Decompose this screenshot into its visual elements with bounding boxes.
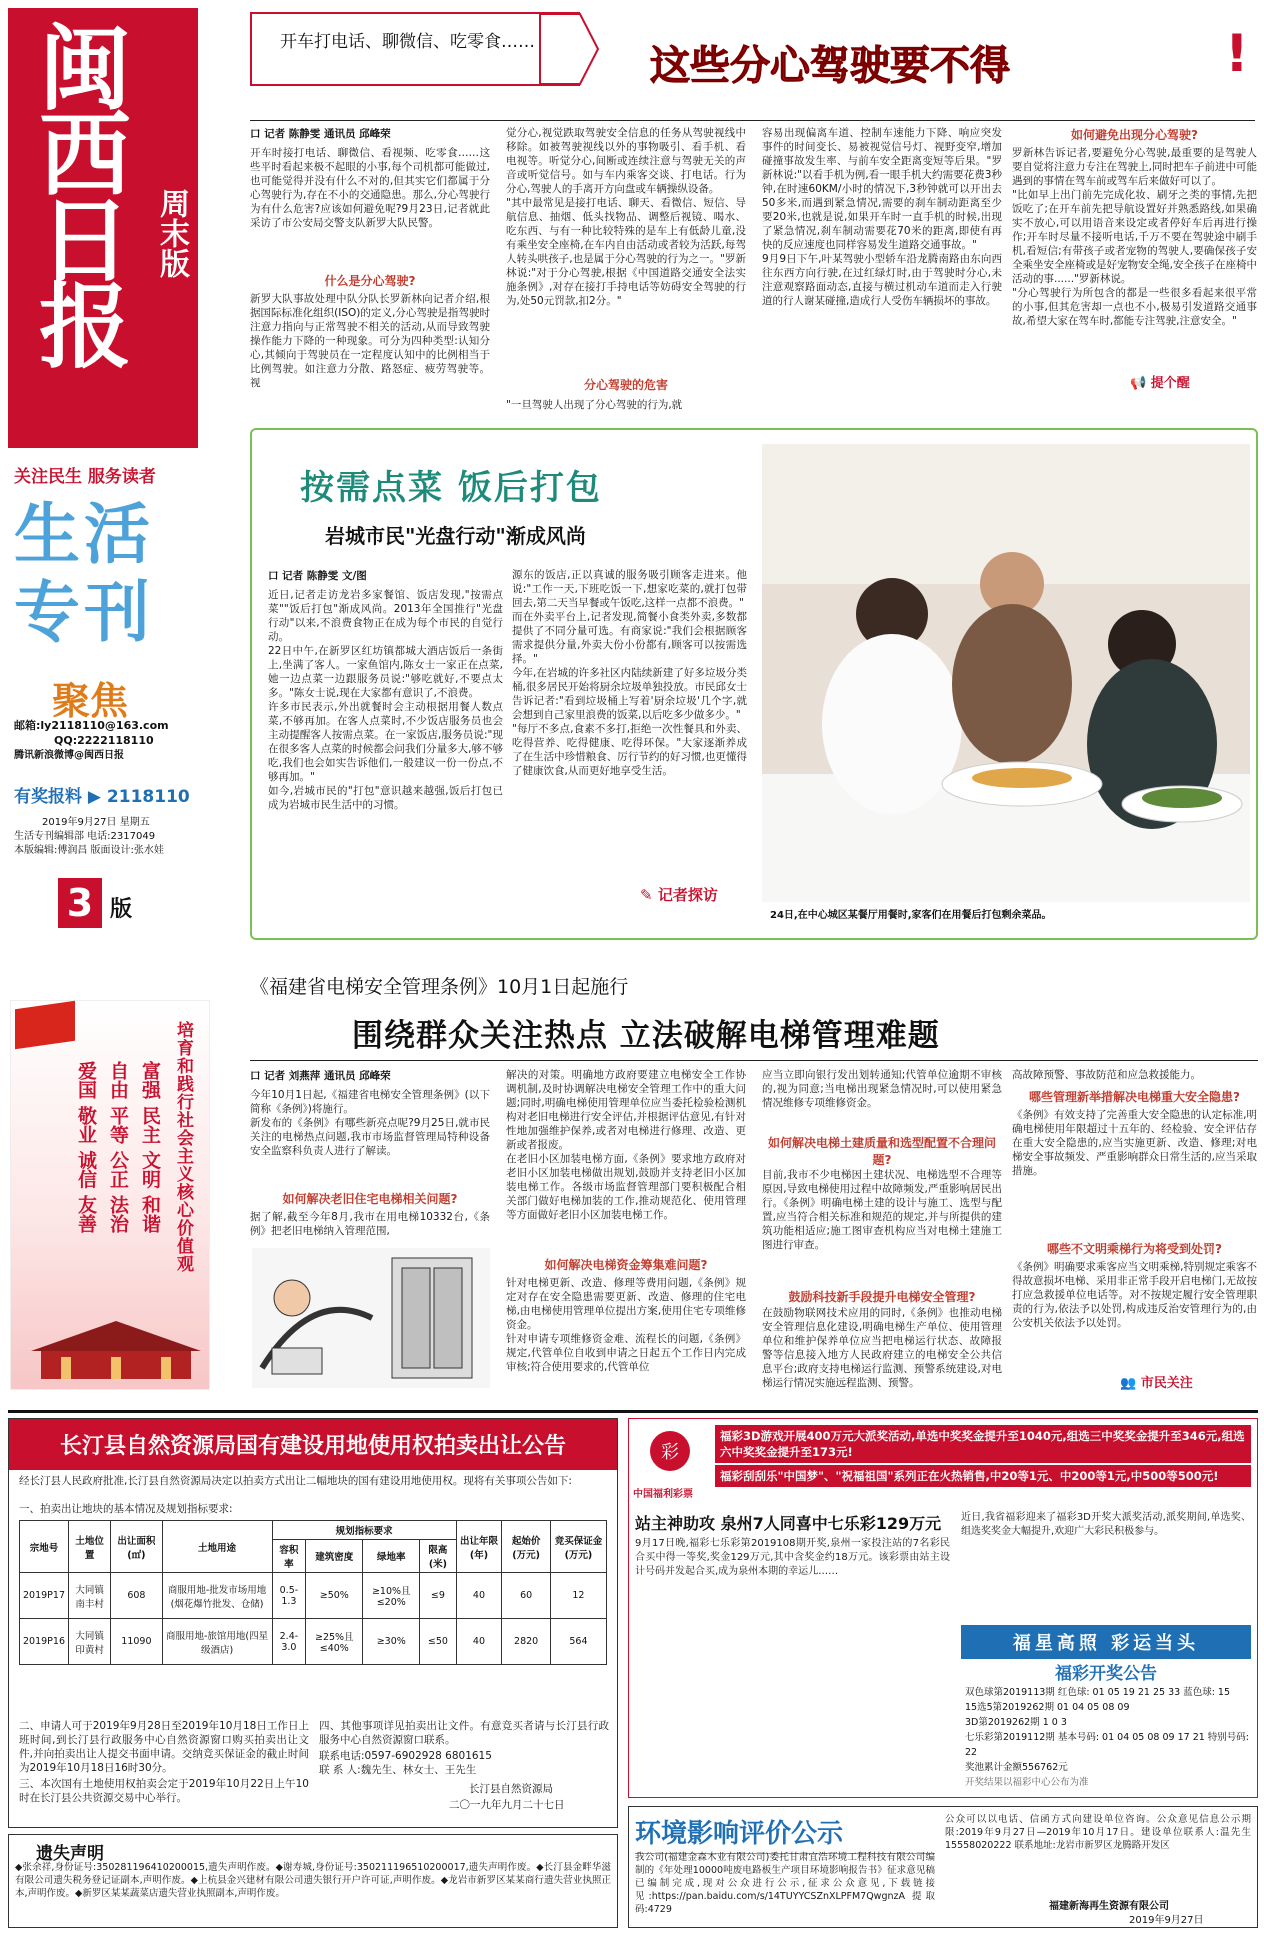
cell: 2019P16 — [20, 1619, 69, 1665]
article1-subhead2: 分心驾驶的危害 — [583, 378, 668, 392]
cell: 12 — [550, 1573, 606, 1619]
th-green: 绿地率 — [363, 1540, 420, 1573]
reporter-label: 记者探访 — [657, 886, 718, 904]
land-ad-date: 二〇一九年九月二十七日 — [449, 1799, 565, 1811]
article3-col4: 高故障预警、事故防范和应急救援能力。 — [1012, 1069, 1201, 1081]
article3-subhead6: 哪些不文明乘梯行为将受到处罚? — [1047, 1242, 1222, 1256]
cell: ≤9 — [420, 1573, 456, 1619]
notice-row: 奖池累计金额556762元 — [965, 1762, 1068, 1773]
th-parcel: 宗地号 — [20, 1521, 69, 1573]
issue-date: 2019年9月27日 星期五 — [42, 817, 150, 828]
section-title: 生活专刊 — [14, 496, 154, 651]
lottery-promo2: 福彩刮刮乐"中国梦"、"祝福祖国"系列正在火热销售,中20等1元、中200等1元,中500等500元! — [715, 1465, 1251, 1487]
article1-col1: 开车时接打电话、聊微信、看视频、吃零食……这些平时看起来极不起眼的小事,每个司机都可能做过,也可能觉得并没有什么不对的,但其实它们都属于分心驾驶行为,存在不小的交通隐患。那么,分心驾驶行为有什么危害?应该如何避免呢?9月23日,记者就此采访了市公安局交警支队新罗大队民警。 — [250, 147, 490, 229]
th-far: 容积率 — [272, 1540, 306, 1573]
article1-subhead3: 如何避免出现分心驾驶? — [1071, 128, 1198, 142]
article2-subheadline: 岩城市民"光盘行动"渐成风尚 — [325, 524, 586, 548]
th-location: 土地位置 — [69, 1521, 111, 1573]
cell: 60 — [502, 1573, 551, 1619]
pen-icon: ✎ — [640, 886, 653, 904]
lottery-notice — [965, 1685, 1249, 1790]
svg-text:彩: 彩 — [661, 1442, 679, 1463]
article1-headline: 这些分心驾驶要不得 — [650, 43, 1010, 89]
article3-subhead1: 如何解决老旧住宅电梯相关问题? — [282, 1192, 458, 1206]
cell: 大同镇印黄村 — [69, 1619, 111, 1665]
cell: 2019P17 — [20, 1573, 69, 1619]
article3-col1: 今年10月1日起,《福建省电梯安全管理条例》(以下简称《条例》)将施行。 新发布的《条例》有哪些新亮点呢?9月25日,就市民关注的电梯热点问题,我市市场监督管理局特种设备安全监察科负责人进行了解读。 — [250, 1089, 490, 1157]
page-number-box — [58, 878, 102, 928]
hotline-number: 2118110 — [106, 787, 190, 807]
cell: 商服用地-批发市场用地(烟花爆竹批发、仓储) — [162, 1573, 272, 1619]
article3-col3: 应当立即向银行发出划转通知;代管单位逾期不审核的,视为同意;当电梯出现紧急情况时,可以使用紧急情况维修专项维修资金。 — [762, 1069, 1002, 1109]
th-height: 限高(米) — [420, 1540, 456, 1573]
land-table — [19, 1520, 607, 1665]
article3-byline: 口 记者 刘燕萍 通讯员 邱峰荣 — [250, 1070, 391, 1082]
subsection-title: 聚焦 — [52, 679, 129, 723]
th-start-price: 起始价(万元) — [502, 1521, 551, 1573]
photo-caption: 24日,在中心城区某餐厅用餐时,家客们在用餐后打包剩余菜品。 — [770, 910, 1052, 921]
editors: 本版编辑:傅润昌 版面设计:张水娃 — [14, 845, 164, 856]
article3-col2: 解决的对策。明确地方政府要建立电梯安全工作协调机制,及时协调解决电梯安全管理工作中的重大问题;同时,明确电梯使用管理单位应当委托检验检测机构对老旧电梯进行安全评估,并根据评估意见,有针对性地加强维护保养,或者对电梯进行修理、改造、更新或者报废。 在老旧小区加装电梯方面,《条例》要求地方政府对老旧小区加装电梯做出规划,鼓励并支持老旧小区加装电梯工作。各级市场监督管理部门要积极配合相关部门做好电梯加装的工作,推动规范化、使用管理等方面做好老旧小区加装电梯工作。 — [506, 1069, 746, 1221]
article1-byline: 口 记者 陈静雯 通讯员 邱峰荣 — [250, 128, 391, 140]
article3-col3c: 在鼓励物联网技术应用的同时,《条例》也推动电梯安全管理信息化建设,明确电梯生产单位、使用管理单位和维护保养单位应当把电梯运行状态、故障报警等信息接入地方人民政府建立的电梯安全公共信息平台;政府支持电梯运行监测、预警系统建设,对电梯运行情况实施远程监测、预警。 — [762, 1307, 1002, 1389]
cell: ≥25%且≤40% — [306, 1619, 363, 1665]
cell: ≥30% — [363, 1619, 420, 1665]
email: 邮箱:ly2118110@163.com — [14, 719, 169, 732]
values-col2: 自由 平等 公正 法治 — [107, 1061, 129, 1233]
land-ad-section1: 一、拍卖出让地块的基本情况及规划指标要求: — [19, 1503, 233, 1515]
land-ad — [8, 1418, 618, 1828]
lost-ad-items: ◆张余祥,身份证号:350281196410200015,遗失声明作废。◆谢寿城,身份证号:350211196510200017,遗失声明作废。◆长汀县金畔华滋有限公司遗失税务登记证副本,声明作废。◆上杭县金兴建材有限公司遗失银行开户许可证,声明作废。◆龙岩市新罗区某某商行遗失营业执照正本,声明作废。◆新罗区某某蔬菜店遗失营业执照副本,声明作废。 — [15, 1862, 611, 1899]
cell: 商服用地-旅馆用地(四星级酒店) — [162, 1619, 272, 1665]
table-row — [20, 1619, 607, 1665]
article1-col3: 容易出现偏离车道、控制车速能力下降、响应突发事件的时间变长、易被视觉信号灯、视野变窄,增加碰撞事故发生率、与前车安全距离变短等后果。"罗新林说:"以看手机为例,看一眼手机大约需要花费3秒钟,在时速60KM/小时的情况下,3秒钟就可以开出去50多米,而遇到紧急情况,需要的刹车制动距离至少要20米,也就是说,如果开车时一直手机的时候,出现了紧急情况,刹车制动需要花70米的距离,即使有再快的反应速度也同样容易发生道路交通事故。" 9月9日下午,叶某驾驶小型轿车沿龙腾南路由东向西往东西方向行驶,在过红绿灯时,由于驾驶时分心,未注意观察路面动态,直接与横过机动车道而走入行驶道的行人谢某碰撞,造成行人受伤车辆损坏的事故。 — [762, 127, 1002, 307]
contact-block — [14, 718, 204, 763]
edition-label: 周末版 — [154, 188, 189, 278]
env-ad-company: 福建新海再生资源有限公司 — [1049, 1901, 1169, 1912]
table-row — [20, 1573, 607, 1619]
article3-subhead4: 鼓励科技新手段提升电梯安全管理? — [788, 1290, 976, 1304]
exclaim-icon: ! — [1225, 24, 1249, 84]
article2-photo — [762, 444, 1250, 902]
th-use: 土地用途 — [162, 1521, 272, 1573]
values-col1: 富强 民主 文明 和谐 — [139, 1061, 161, 1233]
article1-col4: 罗新林告诉记者,要避免分心驾驶,最重要的是驾驶人要自觉将注意力专注在驾驶上,同时把车子前进中可能遇到的事情在驾车前或驾车后来做好可以了。 "比如早上出门前先完成化妆、刷牙之类的事情,先把饭吃了;在开车前先把导航设置好并熟悉路线,如果确实不放心,可以用语音来设定或者停好车后再进行操作;开车时尽量不接听电话,千万不要在驾驶途中刷手机,看短信;有带孩子或者宠物的驾驶人,要确保孩子安全乘坐安全座椅或是好宠物安全绳,安全孩子在座椅中活动的事......"罗新林说。 "分心驾驶行为所包含的都是一些很多看起来很平常的小事,但其危害却一点也不小,极易引发道路交通事故,希望大家在驾车时,都能专注驾驶,注意安全。" — [1012, 147, 1257, 327]
qq: QQ:2222118110 — [54, 734, 154, 747]
article3-col4b: 《条例》有效支持了完善重大安全隐患的认定标准,明确电梯使用年限超过十五年的、经检验、安全评估存在重大安全隐患的,应当实施更新、改造、修理;对电梯安全事故频发、严重影响群众日常生活的,应当采取措施。 — [1012, 1109, 1257, 1177]
env-ad-right: 公众可以以电话、信函方式向建设单位咨询。公众意见信息公示期限:2019年9月27日—2019年10月17日。建设单位联系人:温先生 15558020222 联系地址:龙岩市新罗区龙腾路开发区 — [945, 1814, 1255, 1851]
lost-ad — [8, 1834, 618, 1928]
land-ad-intro: 经长汀县人民政府批准,长汀县自然资源局决定以拍卖方式出让二幅地块的国有建设用地使用权。现将有关事项公告如下: — [19, 1475, 572, 1487]
tip-label: 提个醒 — [1150, 376, 1190, 391]
land-ad-issuer: 长汀县自然资源局 — [469, 1783, 553, 1795]
article1-subhead1: 什么是分心驾驶? — [324, 274, 416, 288]
lost-ad-title: 遗失声明 — [36, 1844, 104, 1864]
page-number: 3 — [66, 881, 94, 925]
article3-headline: 围绕群众关注热点 立法破解电梯管理难题 — [352, 1018, 940, 1054]
lottery-ad — [628, 1418, 1258, 1798]
th-term: 出让年限(年) — [456, 1521, 502, 1573]
cell: 40 — [456, 1573, 502, 1619]
kicker-arrow-icon — [540, 6, 600, 96]
article1-col2: 觉分心,视觉跌取驾驶安全信息的任务从驾驶视线中移除。如被驾驶视线以外的事物吸引、看手机、看电视等。听觉分心,间断或连续注意与驾驶无关的声音或听觉信号。如与车内乘客交谈、打电话。行为分心,驾驶人的手离开方向盘或车辆操纵设备。 "其中最常见是接打电话、聊天、看微信、短信、导航信息、抽烟、低头找物品、调整后视镜、喝水、吃东西、与有一种比较特殊的是车上有低龄儿童,没有乘坐安全座椅,在车内自由活动或者较为活跃,每驾人转头哄孩子,也是属于分心驾驶的行为之一。"罗新林说:"对于分心驾驶,根据《中国道路交通安全法实施条例》,对存在接打手持电话等妨碍安全驾驶的行为,处50元罚款,扣2分。" — [506, 127, 746, 307]
cell: 0.5-1.3 — [272, 1573, 306, 1619]
article3-col1b: 据了解,截至今年8月,我市在用电梯10332台,《条例》把老旧电梯纳入管理范围, — [250, 1211, 490, 1237]
lottery-headline: 站主神助攻 泉州7人同喜中七乐彩129万元 — [635, 1514, 942, 1533]
slogan: 关注民生 服务读者 — [14, 467, 156, 487]
th-density: 建筑密度 — [306, 1540, 363, 1573]
article3-col4c: 《条例》明确要求乘客应当文明乘梯,特别规定乘客不得故意损坏电梯、采用非正常手段开启电梯门,无故按打应急救援单位电话等。对不按规定履行安全管理职责的行为,依法予以处罚,构成违反治安管理行为的,由公安机关依法予以处罚。 — [1012, 1261, 1257, 1329]
env-ad-body: 我公司(福建金森木业有限公司)委托甘肃宜浩环境工程科技有限公司编制的《年处理10000吨废电路板生产项目环境影响报告书》征求意见稿已编制完成,现对公众进行公示,征求公众意见,下载链接见:https://pan.baidu.com/s/14TUYYCSZnXLPFM7QwgnzA 提取码:4729 — [635, 1852, 935, 1915]
th-deposit: 竞买保证金(万元) — [550, 1521, 606, 1573]
weibo: 腾讯新浪微博@闽西日报 — [14, 750, 124, 761]
cell: 2820 — [502, 1619, 551, 1665]
article3-subhead3: 如何解决电梯土建质量和选型配置不合理问题? — [767, 1136, 996, 1167]
article2-byline: 口 记者 陈静雯 文/图 — [268, 570, 367, 582]
ad-section-rule — [8, 1410, 1258, 1413]
cell: 11090 — [111, 1619, 162, 1665]
lottery-banner: 福星高照 彩运当头 — [961, 1625, 1251, 1659]
article1-kicker: 开车打电话、聊微信、吃零食…… — [280, 32, 535, 52]
cell: 大同镇南丰村 — [69, 1573, 111, 1619]
page-suffix: 版 — [110, 897, 133, 922]
article2-headline: 按需点菜 饭后打包 — [300, 468, 602, 508]
paper-name: 闽西日报 — [24, 20, 132, 364]
cell: 564 — [550, 1619, 606, 1665]
desk-phone: 生活专刊编辑部 电话:2317049 — [14, 831, 156, 842]
article2-col2: 源东的饭店,正以真诚的服务吸引顾客走进来。他说:"工作一天,下班吃饭一下,想家吃菜的,就打包带回去,第二天当早餐或午饭吃,这样一点都不浪费。" 而在外卖平台上,记者发现,简餐小食类外卖,多数都提供了不同分量可选。有商家说:"我们会根据顾客需求提供分量,外卖大份小份都有,顾客可以按需选择。" 今年,在岩城的许多社区内陆续新建了好多垃圾分类桶,很多居民开始将厨余垃圾单独投放。市民邱女士告诉记者:"看到垃圾桶上写着'厨余垃圾'几个字,就会想到自己家里浪费的饭菜,以后吃多少做多少。" "每厅不多点,食素不多打,拒绝一次性餐具和外卖、吃得营养、吃得健康、吃得环保。"大家逐渐养成了在生活中珍惜粮食、厉行节约的好习惯,也更懂得了健康饮食,从而更好地享受生活。 — [512, 569, 747, 777]
cell: ≤50 — [420, 1619, 456, 1665]
land-ad-section4: 四、其他事项详见拍卖出让文件。有意竞买者请与长汀县行政服务中心自然资源窗口联系。 — [319, 1720, 609, 1746]
flag-decoration — [15, 1001, 75, 1049]
cell: ≥10%且≤20% — [363, 1573, 420, 1619]
civic-label: 市民关注 — [1140, 1376, 1193, 1391]
lottery-notice-title: 福彩开奖公告 — [1055, 1664, 1157, 1684]
lottery-brand: 中国福利彩票 — [633, 1489, 693, 1500]
env-ad — [628, 1806, 1258, 1928]
lottery-logo-icon — [635, 1427, 705, 1487]
values-title: 培育和践行社会主义核心价值观 — [173, 1021, 193, 1273]
cell: 2.4-3.0 — [272, 1619, 306, 1665]
th-plan-group: 规划指标要求 — [272, 1521, 456, 1540]
land-ad-title: 长汀县自然资源局国有建设用地使用权拍卖出让公告 — [9, 1419, 617, 1470]
values-col3: 爱国 敬业 诚信 友善 — [75, 1061, 97, 1233]
civic-badge — [1120, 1372, 1193, 1391]
issue-info — [14, 816, 214, 858]
cell: 40 — [456, 1619, 502, 1665]
env-ad-title: 环境影响评价公示 — [635, 1813, 935, 1854]
lottery-promo1: 福彩3D游戏开展400万元大派奖活动,单选中奖奖金提升至1040元,组选三中奖奖金提升至346元,组选六中奖奖金提升至173元! — [715, 1425, 1251, 1463]
th-area: 出让面积(㎡) — [111, 1521, 162, 1573]
lottery-side: 近日,我省福彩迎来了福彩3D开奖大派奖活动,派奖期间,单选奖、组选奖奖金大幅提升,欢迎广大彩民积极参与。 — [961, 1512, 1251, 1537]
article2-col1: 近日,记者走访龙岩多家餐馆、饭店发现,"按需点菜""饭后打包"渐成风尚。2013年全国推行"光盘行动"以来,不浪费食物正在成为每个市民的自觉行动。 22日中午,在新罗区红坊镇都城大酒店饭后一条街上,坐满了客人。一家鱼馆内,陈女士一家正在点菜,她一边点菜一边跟服务员说:"够吃就好,不要点太多。"陈女士说,现在大家都有意识了,不浪费。 许多市民表示,外出就餐时会主动根据用餐人数点菜,不够再加。在客人点菜时,不少饭店服务员也会主动提醒客人按需点菜。在一家饭店,服务员说:"现在很多客人点菜的时候都会问我们分量多大,够不够吃,我们也会如实告诉他们,一般建议一份一份点,不够再加。" 如今,岩城市民的"打包"意识越来越强,饭后打包已成为岩城市民生活中的习惯。 — [268, 589, 503, 811]
land-ad-phone: 联系电话:0597-6902928 6801615 — [319, 1750, 492, 1762]
notice-row: 七乐彩第2019112期 基本号码: 01 04 05 08 09 17 21 特别号码: 22 — [965, 1732, 1250, 1758]
temple-illustration — [31, 1301, 201, 1381]
env-ad-date: 2019年9月27日 — [1129, 1915, 1204, 1926]
article1-rule — [250, 120, 1255, 121]
masthead-logo-block — [8, 8, 198, 448]
land-ad-contact: 联 系 人:魏先生、林女士、王先生 — [319, 1764, 477, 1776]
article3-col2b: 针对电梯更新、改造、修理等费用问题,《条例》规定对存在安全隐患需要更新、改造、修理的住宅电梯,由电梯使用管理单位提出方案,使用住宅专项维修资金。 针对申请专项维修资金难、流程长的问题,《条例》规定,代管单位自收到申请之日起五个工作日内完成审核;符合使用要求的,代管单位 — [506, 1277, 746, 1373]
notice-row: 3D第2019262期 1 0 3 — [965, 1717, 1067, 1728]
article3-col3b: 目前,我市不少电梯因土建状况、电梯选型不合理等原因,导致电梯使用过程中故障频发,严重影响居民出行。《条例》明确电梯土建的设计与施工、选型与配置,应当符合相关标准和规范的规定,并与所提供的建筑功能相适应;施工图审查机构应当对电梯土建施工图进行审查。 — [762, 1169, 1002, 1251]
lottery-body: 9月17日晚,福彩七乐彩第2019108期开奖,泉州一家投注站的7名彩民合买中得一等奖,奖金129万元,其中含奖金约18万元。该彩票由站主设计号码并发起合买,成为泉州本期的幸运儿…… — [635, 1538, 950, 1577]
notice-row: 15选5第2019262期 01 04 05 08 09 — [965, 1702, 1130, 1713]
hotline — [14, 782, 190, 807]
article3-rule — [250, 1060, 1258, 1061]
article3-subhead5: 哪些管理新举措解决电梯重大安全隐患? — [1029, 1090, 1240, 1104]
people-icon: 👥 — [1120, 1376, 1137, 1391]
core-values-banner — [10, 1000, 210, 1390]
article3-subhead2: 如何解决电梯资金筹集难问题? — [544, 1258, 708, 1272]
reporter-badge — [640, 884, 718, 905]
cell: 608 — [111, 1573, 162, 1619]
article3-kicker: 《福建省电梯安全管理条例》10月1日起施行 — [250, 976, 629, 998]
land-ad-section2: 二、申请人可于2019年9月28日至2019年10月18日工作日上班时间,到长汀县行政服务中心自然资源窗口购买拍卖出让文件,并向拍卖出让人提交书面申请。交纳竞买保证金的截止时间为2019年10月18日16时30分。 — [19, 1720, 309, 1774]
cell: ≥50% — [306, 1573, 363, 1619]
elevator-illustration — [252, 1248, 490, 1388]
hotline-arrow-icon: ▶ — [87, 787, 101, 807]
land-ad-section3: 三、本次国有土地使用权拍卖会定于2019年10月22日上午10时在长汀县公共资源交易中心举行。 — [19, 1778, 309, 1804]
article1-col1b: 新罗大队事故处理中队分队长罗新林向记者介绍,根据国际标准化组织(ISO)的定义,分心驾驶是指驾驶时注意力指向与正常驾驶不相关的活动,从而导致驾驶操作能力下降的一种现象。可分为四种类型:认知分心,其倾向于驾驶员在一定程度认知中的比例相当于比例驾驶。如注意力分散、路怒症、疲劳驾驶等。视 — [250, 293, 490, 389]
notice-footer: 开奖结果以福彩中心公布为准 — [965, 1777, 1089, 1788]
megaphone-icon: 📢 — [1130, 376, 1147, 391]
article1-col2b: "一旦驾驶人出现了分心驾驶的行为,就 — [506, 399, 683, 411]
hotline-label: 有奖报料 — [14, 787, 82, 807]
tip-badge — [1130, 372, 1190, 391]
notice-row: 双色球第2019113期 红色球: 01 05 19 21 25 33 蓝色球: 15 — [965, 1687, 1231, 1698]
